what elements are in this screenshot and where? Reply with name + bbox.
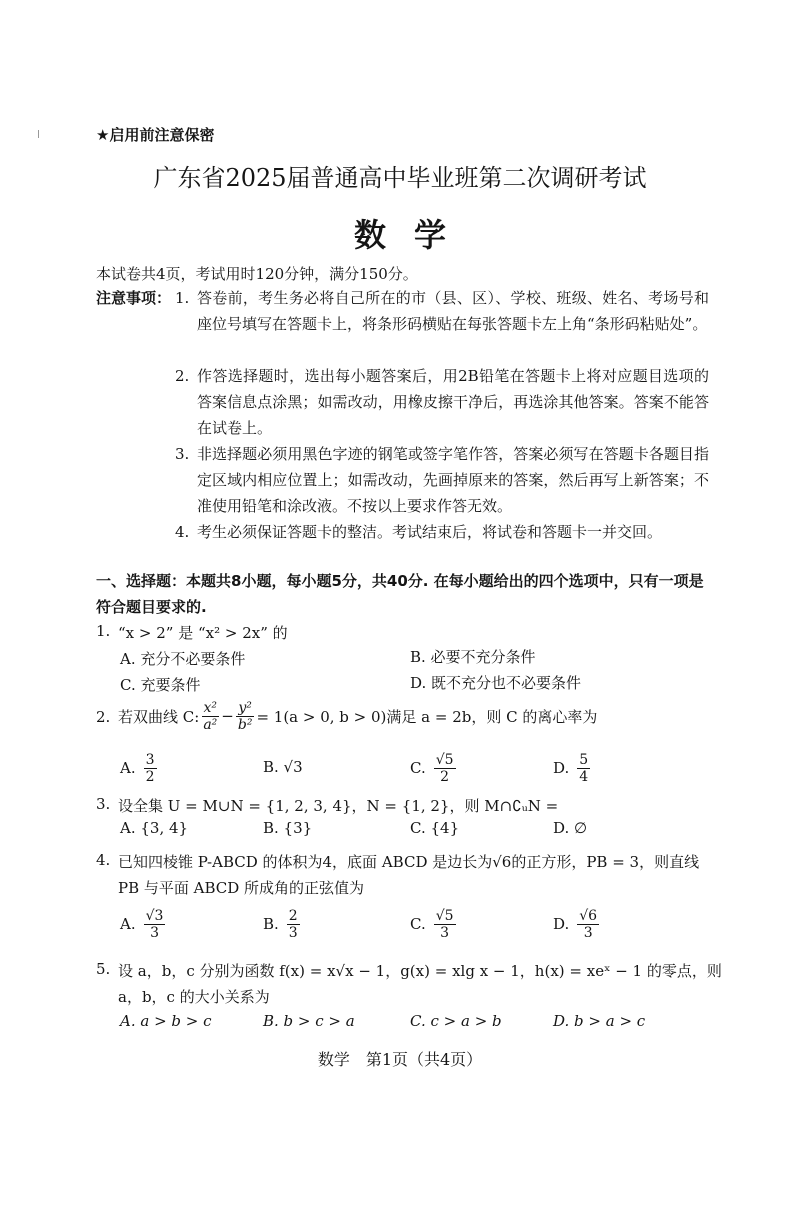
option-a	[120, 904, 167, 944]
option-a: A. {3, 4}	[120, 819, 189, 837]
fraction	[236, 700, 255, 733]
fraction	[434, 908, 456, 941]
notes-label: 注意事项：	[96, 289, 172, 307]
question-number: 4.	[96, 851, 111, 869]
option-b: B. b > c > a	[263, 1012, 355, 1030]
question-stem-continued: PB 与平面 ABCD 所成角的正弦值为	[118, 879, 365, 897]
option-label: A.	[120, 759, 136, 777]
denominator: 2	[145, 768, 155, 785]
option-label: B.	[263, 915, 279, 933]
question-number: 1.	[96, 622, 111, 640]
exam-intro: 本试卷共4页，考试用时120分钟，满分150分。	[96, 265, 418, 283]
question-number: 2.	[96, 708, 111, 726]
note-number: 3.	[175, 445, 190, 463]
question-stem-continued: a，b，c 的大小关系为	[118, 988, 270, 1006]
option-c: C. {4}	[410, 819, 460, 837]
option-c	[410, 748, 458, 788]
option-label: C.	[410, 915, 426, 933]
option-d: D. 既不充分也不必要条件	[410, 674, 582, 692]
confidential-mark: ★启用前注意保密	[96, 126, 215, 144]
fraction	[144, 752, 157, 785]
option-label: D.	[553, 915, 570, 933]
numerator: 5	[579, 751, 589, 768]
numerator: √3	[145, 907, 164, 924]
denominator: 2	[440, 768, 450, 785]
subject-title: 数学	[353, 216, 474, 254]
option-a: A. 充分不必要条件	[120, 650, 246, 668]
note-text: 考生必须保证答题卡的整洁。考试结束后，将试卷和答题卡一并交回。	[197, 523, 663, 541]
numerator: √5	[435, 751, 454, 768]
note-number: 4.	[175, 523, 190, 541]
stem-text: = 1(a > 0, b > 0)满足 a = 2b，则 C 的离心率为	[256, 707, 598, 726]
option-c: C. 充要条件	[120, 676, 201, 694]
question-stem: 设 a，b，c 分别为函数 f(x) = x√x − 1，g(x) = xlg x − 1，h(x) = xeˣ − 1 的零点，则	[118, 962, 722, 980]
denominator: b²	[237, 716, 253, 733]
question-number: 3.	[96, 795, 111, 813]
option-label: D.	[553, 759, 570, 777]
option-b: B. {3}	[263, 819, 313, 837]
option-b: B. √3	[263, 758, 303, 776]
option-c: C. c > a > b	[410, 1012, 502, 1030]
exam-title: 广东省2025届普通高中毕业班第二次调研考试	[153, 164, 647, 192]
note-number: 2.	[175, 367, 190, 385]
option-d	[553, 748, 592, 788]
stem-text: −	[221, 707, 234, 725]
fraction	[577, 752, 590, 785]
note-text: 答卷前，考生务必将自己所在的市（县、区）、学校、班级、姓名、考场号和座位号填写在答题卡上，将条形码横贴在每张答题卡左上角“条形码粘贴处”。	[197, 289, 709, 333]
option-c	[410, 904, 458, 944]
question-stem: 已知四棱锥 P-ABCD 的体积为4，底面 ABCD 是边长为√6的正方形，PB = 3，则直线	[118, 853, 700, 871]
note-text: 作答选择题时，选出每小题答案后，用2B铅笔在答题卡上将对应题目选项的答案信息点涂黑；如需改动，用橡皮擦干净后，再选涂其他答案。答案不能答在试卷上。	[197, 367, 709, 437]
numerator: 2	[288, 907, 298, 924]
denominator: 4	[579, 768, 589, 785]
fraction	[434, 752, 456, 785]
option-a: A. a > b > c	[120, 1012, 212, 1030]
numerator: y²	[238, 699, 252, 716]
question-stem: “x > 2” 是 “x² > 2x” 的	[118, 624, 288, 642]
question-number: 5.	[96, 960, 111, 978]
fraction	[201, 700, 219, 733]
stem-text: 若双曲线 C:	[118, 707, 200, 726]
note-text: 非选择题必须用黑色字迹的钢笔或签字笔作答，答案必须写在答题卡各题目指定区域内相应位置上；如需改动，先画掉原来的答案，然后再写上新答案；不准使用铅笔和涂改液。不按以上要求作答无效。	[197, 445, 709, 515]
fraction	[287, 908, 300, 941]
option-d: D. ∅	[553, 819, 588, 837]
numerator: x²	[203, 699, 218, 716]
denominator: a²	[203, 716, 218, 733]
option-a	[120, 748, 159, 788]
scan-mark	[38, 130, 39, 138]
section-heading: 一、选择题：本题共8小题，每小题5分，共40分. 在每小题给出的四个选项中，只有一项是符合题目要求的.	[96, 572, 704, 616]
denominator: 3	[288, 924, 298, 941]
denominator: 3	[150, 924, 159, 941]
numerator: √5	[435, 907, 454, 924]
option-label: A.	[120, 915, 136, 933]
numerator: √6	[579, 907, 598, 924]
option-d: D. b > a > c	[553, 1012, 646, 1030]
option-b: B. 必要不充分条件	[410, 648, 536, 666]
fraction	[144, 908, 166, 941]
denominator: 3	[583, 924, 593, 941]
fraction	[577, 908, 599, 941]
option-label: C.	[410, 759, 426, 777]
denominator: 3	[440, 924, 450, 941]
question-stem: 设全集 U = M∪N = {1, 2, 3, 4}，N = {1, 2}，则 M∩∁ᵤN =	[118, 797, 559, 815]
question-stem	[118, 696, 597, 736]
page-footer: 数学 第1页（共4页）	[317, 1050, 483, 1069]
note-number: 1.	[175, 289, 190, 307]
numerator: 3	[145, 751, 155, 768]
option-b	[263, 904, 302, 944]
option-d	[553, 904, 601, 944]
